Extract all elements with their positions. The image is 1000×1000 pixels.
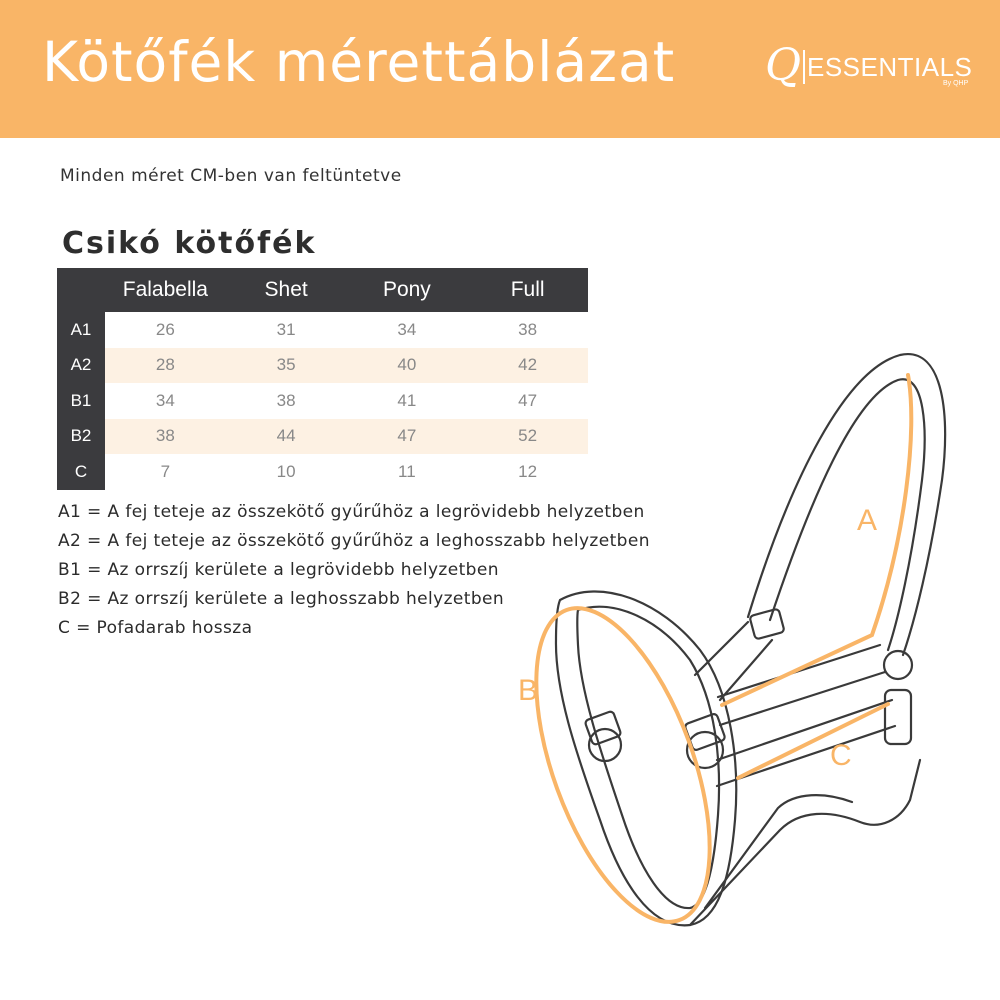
legend-item-a2: A2 = A fej teteje az összekötő gyűrűhöz a leghosszabb helyzetben [58, 531, 650, 551]
table-cell: 38 [276, 390, 296, 410]
table-cell: 34 [397, 319, 417, 339]
table-cell: 47 [347, 419, 468, 455]
legend-item-c: C = Pofadarab hossza [58, 618, 253, 638]
right-clip [885, 690, 911, 744]
column-header: Pony [347, 268, 468, 312]
diagram-label-b: B [518, 674, 539, 707]
right-ring [884, 651, 912, 679]
table-cell: 44 [226, 419, 347, 455]
row-header: A1 [57, 312, 105, 348]
diagram-label-a: A [857, 504, 878, 537]
table-cell: 34 [155, 390, 175, 410]
table-cell: 52 [467, 419, 588, 455]
logo-wordmark: ESSENTIALS [807, 52, 973, 82]
chin-strap [690, 760, 920, 925]
column-header: Falabella [105, 268, 226, 312]
column-header: Shet [226, 268, 347, 312]
table-cell: 31 [276, 319, 296, 339]
legend-item-a1: A1 = A fej teteje az összekötő gyűrűhöz a legrövidebb helyzetben [58, 502, 645, 522]
table-cell: 26 [155, 319, 175, 339]
column-header: Full [467, 268, 588, 312]
table-cell: 7 [160, 461, 171, 481]
table-cell: 40 [347, 348, 468, 384]
guide-b [501, 586, 745, 944]
table-cell: 42 [467, 348, 588, 384]
section-title: Csikó kötőfék [62, 226, 317, 261]
table-cell: 38 [518, 319, 538, 339]
row-header: B2 [57, 419, 105, 455]
table-cell: 38 [105, 419, 226, 455]
table-cell: 47 [518, 390, 538, 410]
logo-q-mark: Q [765, 40, 802, 91]
left-ring [589, 729, 621, 761]
table-cell: 28 [105, 348, 226, 384]
units-note: Minden méret CM-ben van feltüntetve [60, 166, 402, 186]
row-header: B1 [57, 383, 105, 419]
table-cell: 12 [518, 461, 538, 481]
logo-byline: By QHP [943, 80, 969, 87]
table-cell: 10 [276, 461, 296, 481]
diagram-label-c: C [830, 739, 852, 772]
page-title: Kötőfék mérettáblázat [42, 30, 676, 94]
guide-c [738, 704, 888, 778]
row-header: C [57, 454, 105, 490]
nose-band-inner [577, 607, 719, 908]
crown-keeper [749, 609, 784, 640]
upper-strap [718, 645, 885, 725]
legend-item-b2: B2 = Az orrszíj kerülete a leghosszabb helyzetben [58, 589, 505, 609]
table-cell: 11 [398, 461, 416, 481]
table-cell: 35 [226, 348, 347, 384]
table-cell: 41 [397, 390, 417, 410]
guide-a [722, 375, 911, 705]
legend-item-b1: B1 = Az orrszíj kerülete a legrövidebb helyzetben [58, 560, 499, 580]
row-header: A2 [57, 348, 105, 384]
halter-outline [556, 354, 945, 925]
